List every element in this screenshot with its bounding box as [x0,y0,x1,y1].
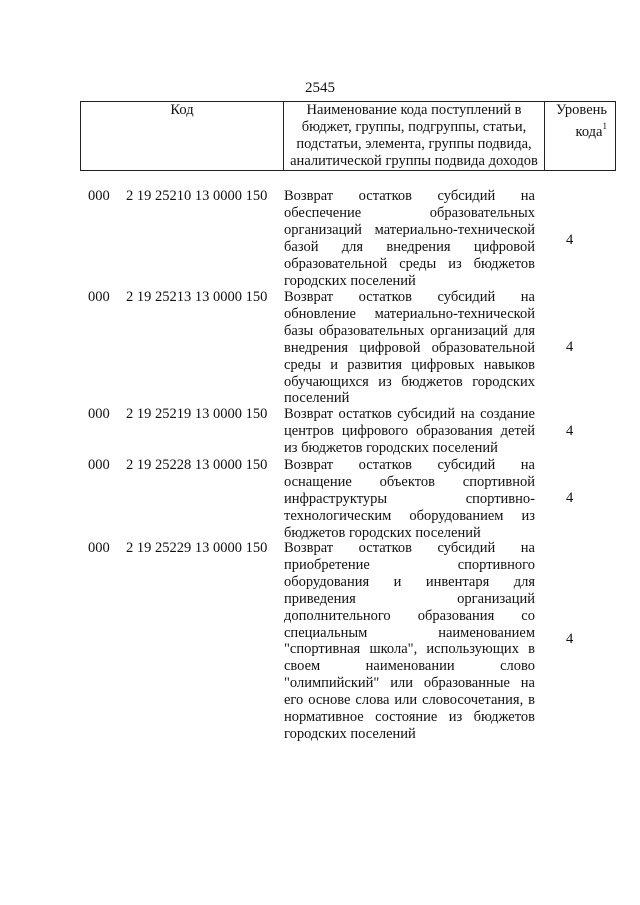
code-level: 4 [566,631,574,647]
code-level: 4 [566,423,574,439]
header-level [545,102,616,171]
code-name: Возврат остатков субсидий на приобретение спортивного оборудования и инвентаря для приведения организаций дополнительного образования со специальным наименованием "спортивная школа", использующих в своем наименовании слово "олимпийский" или образованные на его основе слова или словосочетания, в нормативное состояние из бюджетов городских поселений [284,540,535,742]
budget-code: 2 19 25210 13 0000 150 [126,188,268,204]
admin-code: 000 [88,540,110,556]
header-level-footnote: 1 [602,121,607,131]
code-level: 4 [566,490,574,506]
budget-code: 2 19 25228 13 0000 150 [126,457,268,473]
code-name: Возврат остатков субсидий на создание центров цифрового образования детей из бюджетов городских поселений [284,406,535,456]
code-name: Возврат остатков субсидий на оснащение объектов спортивной инфраструктуры спортивно-технологическим оборудованием из бюджетов городских поселений [284,457,535,541]
header-name: Наименование кода поступлений в бюджет, группы, подгруппы, статьи, подстатьи, элемента, группы подвида, аналитической группы подвида доходов [284,102,545,171]
budget-code: 2 19 25229 13 0000 150 [126,540,268,556]
budget-code: 2 19 25213 13 0000 150 [126,289,268,305]
admin-code: 000 [88,406,110,422]
page-number: 2545 [305,80,335,96]
admin-code: 000 [88,289,110,305]
code-level: 4 [566,232,574,248]
code-level: 4 [566,339,574,355]
header-code: Код [81,102,284,171]
admin-code: 000 [88,457,110,473]
table-header [80,101,616,171]
code-name: Возврат остатков субсидий на обновление материально-технической базы образовательных организаций для внедрения цифровой образовательной среды и развития цифровых навыков обучающихся из бюджетов городских поселений [284,289,535,407]
budget-code: 2 19 25219 13 0000 150 [126,406,268,422]
admin-code: 000 [88,188,110,204]
header-level-label: Уровень кода [555,102,607,140]
code-name: Возврат остатков субсидий на обеспечение образовательных организаций материально-технической базой для внедрения цифровой образовательной среды из бюджетов городских поселений [284,188,535,289]
